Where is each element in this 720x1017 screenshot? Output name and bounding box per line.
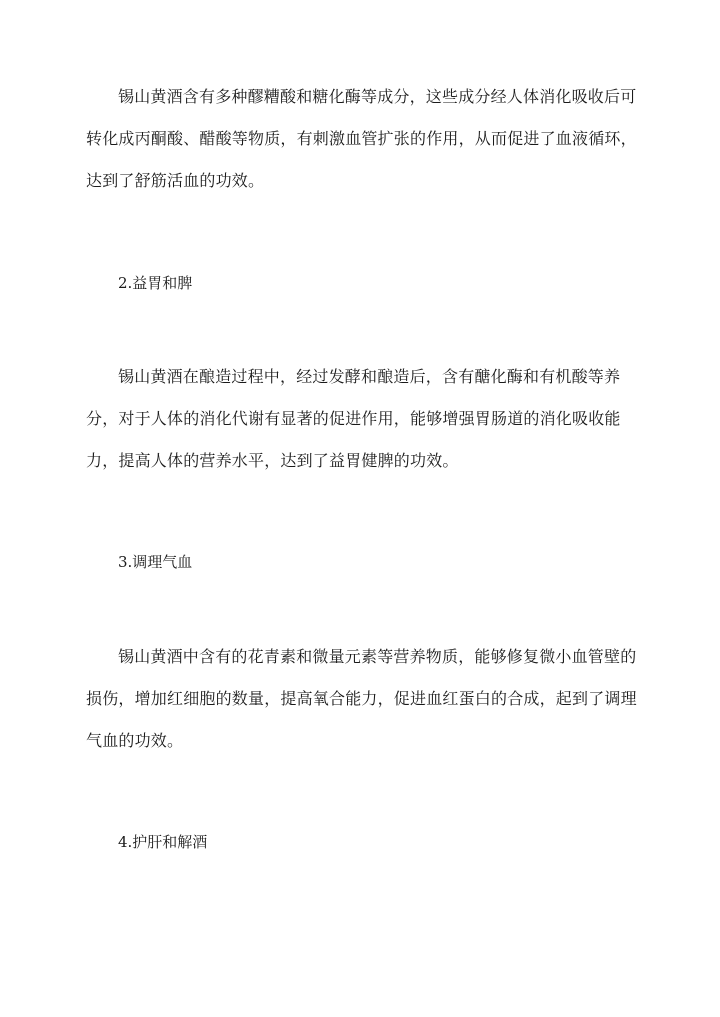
paragraph-stomach-spleen: 锡山黄酒在酿造过程中，经过发酵和酿造后，含有醣化酶和有机酸等养分，对于人体的消化代谢有显著的促进作用，能够增强胃肠道的消化吸收能力，提高人体的营养水平，达到了益胃健脾的功效。 [86, 367, 621, 470]
heading-stomach-spleen: 2.益胃和脾 [118, 274, 193, 292]
paragraph-blood-circulation: 锡山黄酒含有多种醪糟酸和糖化酶等成分，这些成分经人体消化吸收后可转化成丙酮酸、醋酸等物质，有刺激血管扩张的作用，从而促进了血液循环，达到了舒筋活血的功效。 [86, 87, 637, 190]
paragraph-qi-blood: 锡山黄酒中含有的花青素和微量元素等营养物质，能够修复微小血管壁的损伤，增加红细胞的数量，提高氧合能力，促进血红蛋白的合成，起到了调理气血的功效。 [86, 647, 637, 750]
heading-qi-blood: 3.调理气血 [118, 553, 193, 571]
heading-liver-hangover: 4.护肝和解酒 [118, 833, 208, 851]
